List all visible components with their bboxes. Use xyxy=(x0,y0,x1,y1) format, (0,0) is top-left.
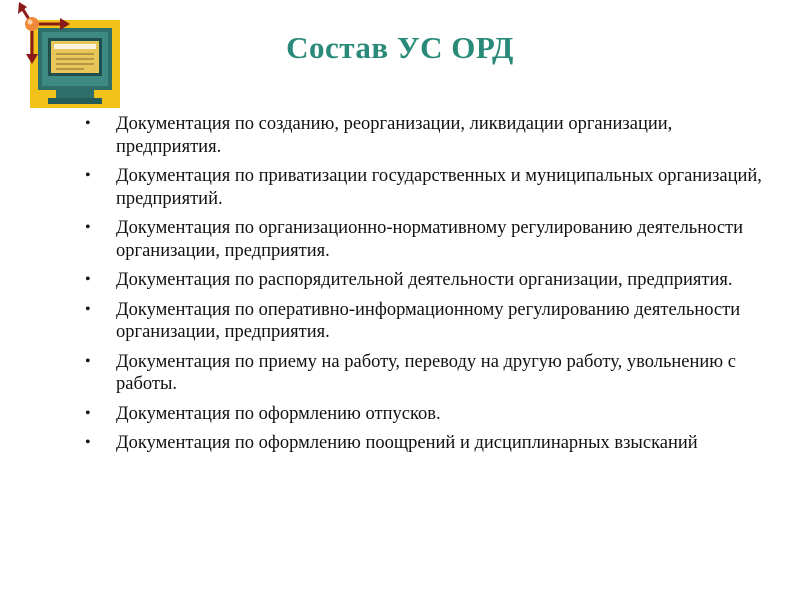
bullet-text: Документация по оформлению поощрений и дисциплинарных взысканий xyxy=(116,433,698,453)
bullet-glyph: • xyxy=(85,219,91,236)
bullet-item xyxy=(82,351,762,396)
bullet-item xyxy=(82,432,762,455)
computer-monitor-icon xyxy=(18,2,122,108)
bullet-glyph: • xyxy=(85,404,91,422)
bullet-text: Документация по организационно-нормативному регулированию деятельности организации, предприятия. xyxy=(116,218,744,261)
bullet-item xyxy=(82,217,762,262)
bullet-glyph: • xyxy=(85,300,91,318)
bullet-text: Документация по оформлению отпусков. xyxy=(116,403,441,424)
bullet-text: Документация по распорядительной деятельности организации, предприятия. xyxy=(116,270,733,290)
bullet-item xyxy=(82,403,762,426)
bullet-list xyxy=(82,113,762,462)
bullet-item xyxy=(82,269,762,292)
bullet-item xyxy=(82,299,762,344)
slide-title: Состав УС ОРД xyxy=(286,30,514,65)
bullet-glyph: • xyxy=(85,352,91,370)
bullet-glyph: • xyxy=(85,167,91,184)
bullet-glyph: • xyxy=(85,271,91,288)
bullet-text: Документация по приему на работу, переводу на другую работу, увольнению с работы. xyxy=(116,351,736,394)
bullet-item xyxy=(82,113,762,158)
bullet-glyph: • xyxy=(85,434,91,451)
bullet-text: Документация по созданию, реорганизации, ликвидации организации, предприятия. xyxy=(116,114,673,157)
bullet-text: Документация по приватизации государственных и муниципальных организаций, предприятий. xyxy=(116,166,762,209)
bullet-item xyxy=(82,165,762,210)
bullet-text: Документация по оперативно-информационному регулированию деятельности организации, предприятия. xyxy=(116,299,741,342)
bullet-glyph: • xyxy=(85,115,91,132)
